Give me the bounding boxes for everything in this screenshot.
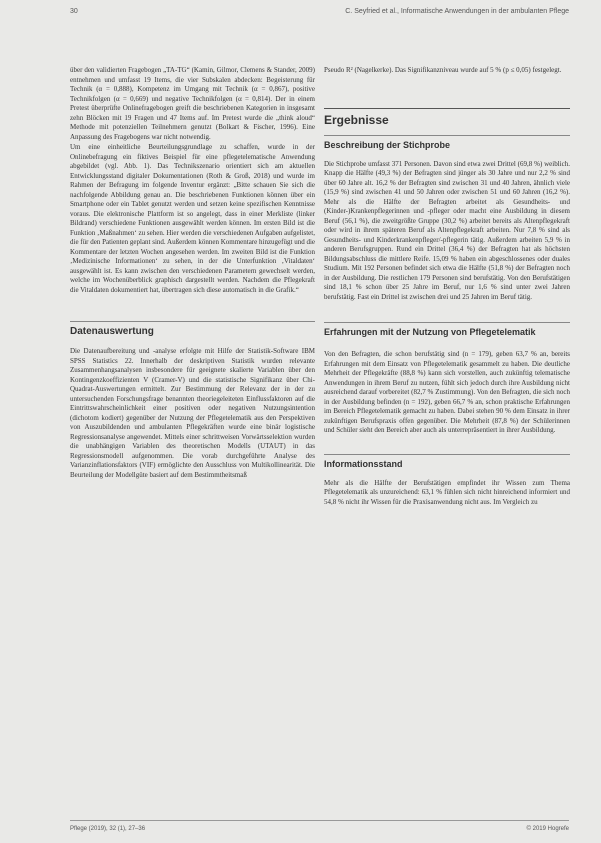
section-heading: Datenauswertung <box>70 326 154 337</box>
paragraph: Die Stichprobe umfasst 371 Personen. Davon sind etwa zwei Drittel (69,8 %) weiblich. Knapp die Hälfte (49,3 %) der Befragten sind jünger als 30 Jahre und nur 2,2 % sind über 60 Jahre alt. 16,2 % der Befragten sind zwischen 31 und 40 Jahren, ähnlich viele (15,9 %) sind zwischen 41 und 50 Jahren oder zwischen 51 und 60 Jahren (16,2 %). Mehr als die Hälfte der Befragten arbeitet als Gesundheits- und (Kinder-)Krankenpflegerinnen und -pfleger oder macht eine Ausbildung in diesem Beruf (56,1 %), die zweitgrößte Gruppe (30,2 %) arbeitet bereits als Altenpflegekraft oder wird in ihrem späteren Beruf als Altenpflegekraft arbeiten. Nur 7,8 % sind als Gesundheits- und Kinderkrankenpfleger/-pflegerin tätig. Außerdem arbeiten 5,9 % in anderen Berufsgruppen. Rund ein Drittel (36,4 %) der Befragten hat als höchsten Bildungsabschluss die mittlere Reife. 15,09 % haben ein abgeschlossenes oder duales Studium. Mit 192 Personen befindet sich etwa die Hälfte (51,8 %) der Befragten noch in der Ausbildung. Die restlichen 179 Personen sind berufstätig. Von den Berufstätigen sind 18,1 % schon über 25 Jahre im Beruf, nur 1,6 % sind unter zwei Jahren berufstätig. Fast ein Drittel ist zwischen drei und 25 Jahren im Beruf tätig. <box>324 159 570 301</box>
running-title: C. Seyfried et al., Informatische Anwendungen in der ambulanten Pflege <box>345 8 569 15</box>
footer-rule <box>70 820 569 821</box>
paragraph: Pseudo R² (Nagelkerke). Das Signifikanzniveau wurde auf 5 % (p ≤ 0,05) festgelegt. <box>324 66 562 74</box>
section-rule <box>70 321 315 322</box>
section-heading: Ergebnisse <box>324 112 389 127</box>
paragraph: über den validierten Fragebogen „TA-TG“ (Kamin, Gilmor, Clemens & Stander, 2009) entnehmen und umfasst 19 Items, die vier Subskalen abdecken: Begeisterung für Technik (α = 0,888), Kompetenz im Umgang mit Technik (α = 0,867), positive Technikfolgen (α = 0,669) und negative Technikfolgen (α = 0,814). Der in einem Pretest überprüfte Onlinefragebogen greift die beschriebenen Kategorien in insgesamt zehn Blöcken mit 19 Fragen und 47 Items auf. Im Pretest wurde die „think aloud“ Methode mit potenziellen Teilnehmern genutzt (Bolkart & Fischer, 1996). Eine Anpassung des Fragebogens war nicht notwendig. <box>70 66 315 141</box>
subsection-heading: Informationsstand <box>324 458 403 469</box>
left-column <box>70 66 315 480</box>
paragraph: Die Datenaufbereitung und -analyse erfolgte mit Hilfe der Statistik-Software IBM SPSS Statistics 22. Innerhalb der deskriptiven Statistik wurden relevante Zusammenhangsanalysen insbesondere für geeignete skalierte Variablen über den Kontingenzkoeffizienten V (Cramer-V) und die statistische Signifikanz über Chi-Quadrat-Auswertungen ermittelt. Zur Bestimmung der Relevanz der in der zu untersuchenden Forschungsfrage benannten theoriegeleiteten Einflussfaktoren auf die Eintrittswahrscheinlichkeit einer positiven oder negativen Nutzungsintention (dichotom kodiert) gegenüber der Nutzung der Pflegetelematik aus den Perspektiven von Auszubildenden und ambulanten Pflegekräften wurde eine binär logistische Regressionsanalyse angewendet. Mittels einer schrittweisen Vorwärtsselektion wurden die unabhängigen Variablen des theoretischen Modells (UTAUT) in das Regressionsmodell aufgenommen. Die vorab durchgeführte Analyse des Varianzinflationsfaktors (VIF) ermöglichte den Ausschluss von Multikollinearität. Die Beurteilung der Modellgüte basiert auf dem Bestimmtheitsmaß <box>70 347 315 479</box>
section-rule <box>324 108 570 109</box>
page-number: 30 <box>70 8 78 15</box>
right-column <box>324 66 570 507</box>
paragraph: Von den Befragten, die schon berufstätig sind (n = 179), geben 63,7 % an, bereits Erfahrungen mit dem Einsatz von Pflegetelematik gesammelt zu haben. Die deutliche Mehrheit der Pflegekräfte (88,8 %) kann sich vorstellen, auch zukünftig telematische Anwendungen in ihrem Beruf zu nutzen, fühlt sich jedoch durch ihre Ausbildung nicht ausreichend darauf vorbereitet (82,7 % Zustimmung). Von den Befragten, die sich noch in der Ausbildung befinden (n = 192), geben 66,7 % an, schon praktische Erfahrungen im Bereich Pflegetelematik gemacht zu haben. Dabei stehen 90 % dem Einsatz in ihrer zukünftigen Berufspraxis offen gegenüber. Die Mehrheit (87,8 %) der Schülerinnen und Schüler sieht den Bereich aber auch als unterrepräsentiert in ihrer Ausbildung. <box>324 350 570 434</box>
paragraph: Um eine einheitliche Beurteilungsgrundlage zu schaffen, wurde in der Onlinebefragung ein fiktives Beispiel für eine pflegetelematische Anwendung abgebildet (vgl. Abb. 1). Das Technikszenario orientiert sich am aktuellen Entwicklungsstand digitaler Dokumentationen (Roth & Groß, 2018) und wurde im Rahmen der Befragung im folgende Inventur ergänzt: „Bitte schauen Sie sich die nachfolgende Abbildung genau an. Die beschriebenen Funktionen können über ein Smartphone oder ein Tablet genutzt werden und setzen keine spezifischen Kenntnisse voraus. Die elektronische Plattform ist so angelegt, dass in einer Merkliste (linker Bildrand) verschiedene Funktionen ausgewählt werden können. Im ersten Bild ist die Funktion ‚Maßnahmen‘ zu sehen. Hier werden die verschiedenen Aufgaben aufgelistet, die für den Patienten geplant sind. Außerdem können Kommentare hinzugefügt und die Kommentare der letzten Wochen angesehen werden. Im zweiten Bild ist die Funktion ‚Medizinische Informationen‘ zu sehen, in der die Unterfunktion ‚Vitaldaten‘ ausgewählt ist. Es kann zwischen den verschiedenen Parametern gewechselt werden, welche im Wochenüberblick graphisch dargestellt werden. Nachdem die Pflegekraft die Vitaldaten dokumentiert hat, übertragen sich diese automatisch in die Grafik.“ <box>70 143 315 294</box>
subsection-rule <box>324 454 570 455</box>
subsection-rule <box>324 322 570 323</box>
subsection-rule <box>324 135 570 136</box>
footer-citation: Pflege (2019), 32 (1), 27–36 <box>70 826 146 832</box>
paragraph: Mehr als die Hälfte der Berufstätigen empfindet ihr Wissen zum Thema Pflegetelematik als unzureichend: 63,1 % fühlen sich nicht hinreichend informiert und 54,8 % nicht ihr Wissen für die Praxisanwendung nicht aus. Im Vergleich zu <box>324 478 570 506</box>
subsection-heading: Erfahrungen mit der Nutzung von Pflegetelematik <box>324 327 536 337</box>
subsection-heading: Beschreibung der Stichprobe <box>324 139 451 150</box>
footer-copyright: © 2019 Hogrefe <box>526 826 569 832</box>
